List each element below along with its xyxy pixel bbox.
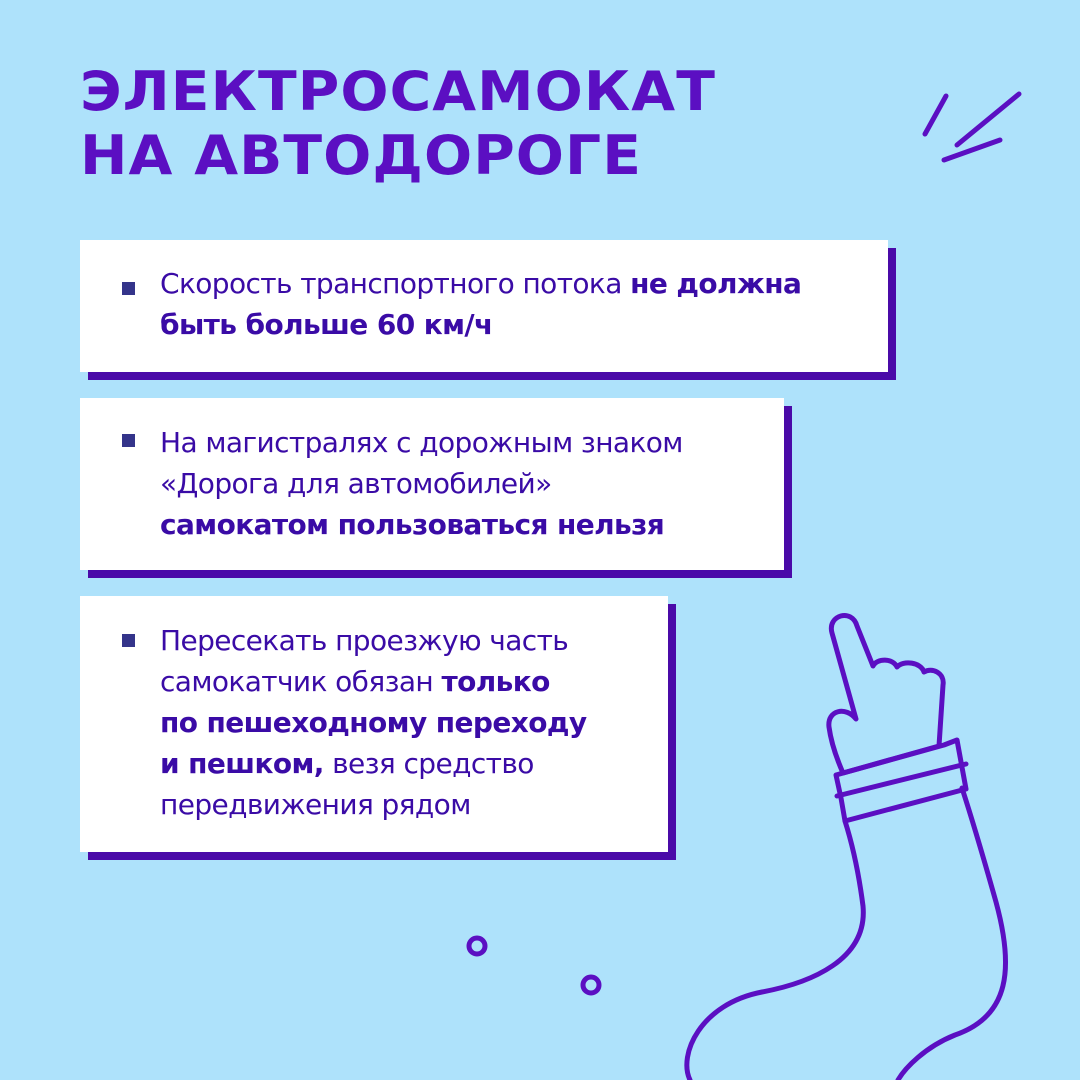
title-line-2: НА АВТОДОРОГЕ xyxy=(80,124,643,187)
card-text-regular: Скорость транспортного потока xyxy=(160,267,631,300)
card-text-bold: только xyxy=(441,665,550,698)
card-text-line: «Дорога для автомобилей» xyxy=(160,467,552,500)
small-circle-icon xyxy=(583,977,599,993)
card-text-line: Пересекать проезжую часть xyxy=(160,624,569,657)
card-text-line: передвижения рядом xyxy=(160,788,471,821)
card-text-bold: не должна быть больше 60 км/ч xyxy=(160,267,802,341)
pointing-hand-illustration xyxy=(687,616,1006,1080)
card-text-line: На магистралях с дорожным знаком xyxy=(160,426,683,459)
card-text-regular: везя средство xyxy=(323,747,534,780)
card-text-bold: самокатом пользоваться нельзя xyxy=(160,508,665,541)
card-text-regular: самокатчик обязан xyxy=(160,665,442,698)
small-circle-icon xyxy=(469,938,485,954)
title-line-1: ЭЛЕКТРОСАМОКАТ xyxy=(80,60,716,123)
card-text-bold: и пешком, xyxy=(160,747,324,780)
sparkle-lines-icon xyxy=(925,94,1019,160)
card-text-bold: по пешеходному переходу xyxy=(160,706,587,739)
